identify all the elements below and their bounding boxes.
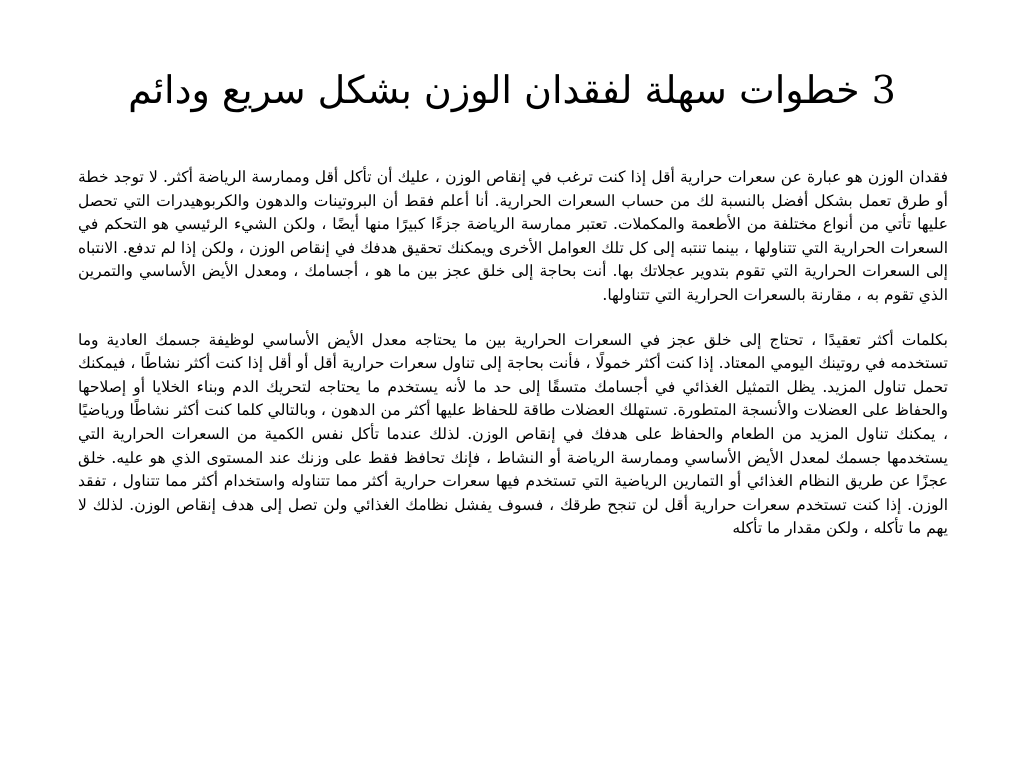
paragraph-calories: فقدان الوزن هو عبارة عن سعرات حرارية أقل إذا كنت ترغب في إنقاص الوزن ، عليك أن تأكل أقل وممارسة الرياضة أكثر. لا توجد خطة أو طرق تعمل بشكل أفضل بالنسبة لك من حساب السعرات الحرارية. أنا أعلم فقط أن البروتينات والدهون والكربوهيدرات التي تحصل عليها تأتي من أنواع مختلفة من الأطعمة والمكملات. تعتبر ممارسة الرياضة جزءًا كبيرًا منها أيضًا ، ولكن الشيء الرئيسي هو التحكم في السعرات الحرارية التي تتناولها ، بينما تنتبه إلى كل تلك العوامل الأخرى ويمكنك تحقيق هدفك في إنقاص الوزن ، ولكن إذا لم تدفع. الانتباه إلى السعرات الحرارية التي تقوم بتدوير عجلاتك بها. أنت بحاجة إلى خلق عجز بين ما هو ، أجسامك ، ومعدل الأيض الأساسي والتمرين الذي تقوم به ، مقارنة بالسعرات الحرارية التي تتناولها. [78,168,948,304]
slide-body [78,166,948,562]
paragraph-deficit: بكلمات أكثر تعقيدًا ، تحتاج إلى خلق عجز في السعرات الحرارية بين ما يحتاجه معدل الأيض الأساسي لوظيفة جسمك العادية وما تستخدمه في روتينك اليومي المعتاد. إذا كنت أكثر خمولًا ، فأنت بحاجة إلى تناول سعرات حرارية أقل أو أقل إذا كنت أكثر نشاطًا ، فيمكنك تحمل تناول المزيد. يظل التمثيل الغذائي في أجسامك متسقًا إلى حد ما لأنه يستخدم ما يحتاجه لتحريك الدم وبناء الخلايا أو إصلاحها والحفاظ على العضلات والأنسجة المتطورة. تستهلك العضلات طاقة للحفاظ عليها أكثر من الدهون ، وبالتالي كلما كنت أكثر نشاطًا ورياضيًا ، يمكنك تناول المزيد من الطعام والحفاظ على هدفك في إنقاص الوزن. لذلك عندما تأكل نفس الكمية من السعرات الحرارية التي يستخدمها جسمك لمعدل الأيض الأساسي وممارسة الرياضة أو النشاط ، فإنك تحافظ فقط على وزنك عند المستوى الذي هو عليه. خلق عجزًا عن طريق النظام الغذائي أو التمارين الرياضية التي تستخدم فيها سعرات حرارية أكثر مما تتناوله واستخدام أكثر مما تتناول ، تفقد الوزن. إذا كنت تستخدم سعرات حرارية أقل لن تنجح طرقك ، فسوف يفشل نظامك الغذائي ولن تصل إلى هدف إنقاص الوزن. لذلك لا يهم ما تأكله ، ولكن مقدار ما تأكله [78,330,948,538]
slide-title: 3 خطوات سهلة لفقدان الوزن بشكل سريع ودائم [128,68,896,112]
